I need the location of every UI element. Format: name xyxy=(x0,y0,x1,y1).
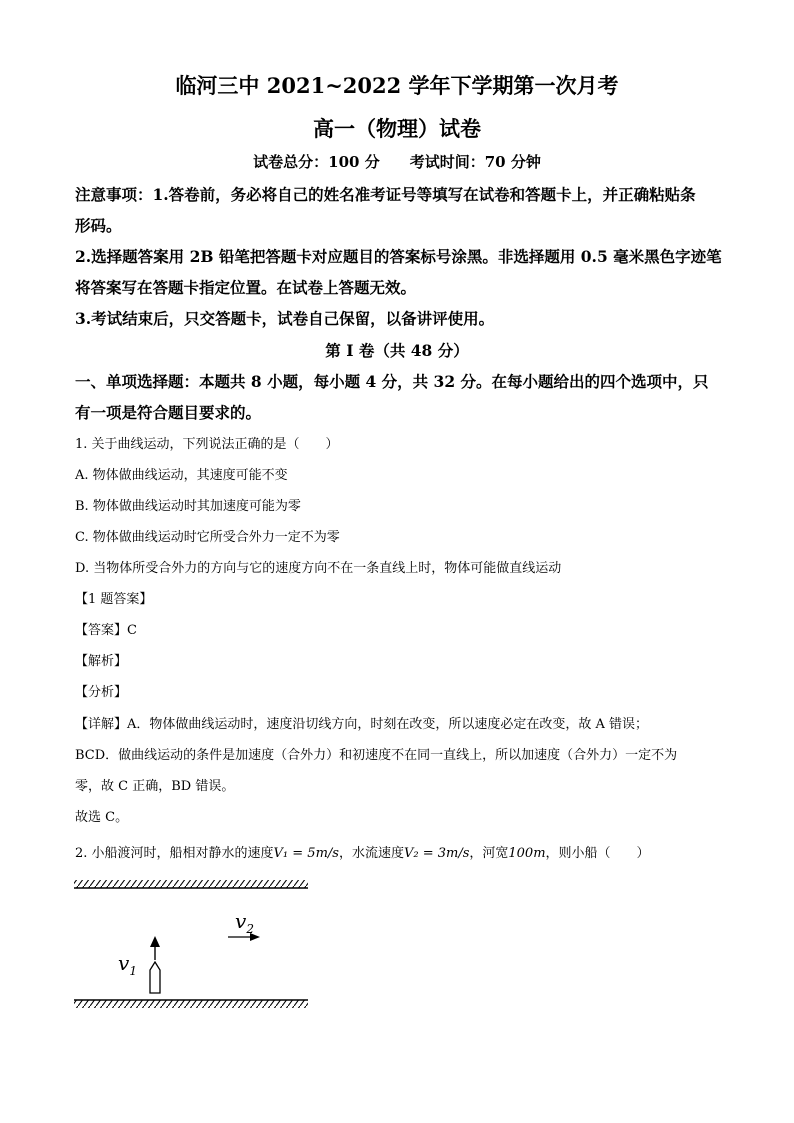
volume-heading: 第 I 卷（共 48 分） xyxy=(325,341,469,360)
notes-line-1: 注意事项：1.答卷前，务必将自己的姓名准考证号等填写在试卷和答题卡上，并正确粘贴条 xyxy=(75,185,696,204)
exam-time: 考试时间：70 分钟 xyxy=(409,153,541,171)
q2-v1-equation: V₁ = 5m/s xyxy=(273,846,339,861)
boat-icon xyxy=(150,962,160,993)
q1-option-a: A. 物体做曲线运动，其速度可能不变 xyxy=(75,468,288,483)
q1-detail-3: 零，故 C 正确，BD 错误。 xyxy=(75,779,235,794)
q1-option-c: C. 物体做曲线运动时它所受合外力一定不为零 xyxy=(75,530,340,545)
section-heading-1: 一、单项选择题：本题共 8 小题，每小题 4 分，共 32 分。在每小题给出的四个选项中，只 xyxy=(75,372,709,391)
v1-label: $v_1$ xyxy=(118,951,137,978)
q2-stem: 2. 小船渡河时，船相对静水的速度V₁ = 5m/s，水流速度V₂ = 3m/s，河宽100m，则小船（ ） xyxy=(75,846,650,861)
q2-width-equation: 100m xyxy=(508,846,546,861)
q1-detail-1: 【详解】A．物体做曲线运动时，速度沿切线方向，时刻在改变，所以速度必定在改变，故 A 错误； xyxy=(75,717,649,732)
river-diagram xyxy=(60,870,330,1020)
exam-title: 临河三中 2021~2022 学年下学期第一次月考 xyxy=(175,73,619,98)
q1-conclusion: 故选 C。 xyxy=(75,810,129,825)
v2-label: $v_2$ xyxy=(235,909,254,936)
q1-answer: 【答案】C xyxy=(75,623,137,638)
notes-line-2: 形码。 xyxy=(75,216,122,235)
q2-v2-equation: V₂ = 3m/s xyxy=(403,846,470,861)
q1-option-b: B. 物体做曲线运动时其加速度可能为零 xyxy=(75,499,301,514)
q1-option-d: D. 当物体所受合外力的方向与它的速度方向不在一条直线上时，物体可能做直线运动 xyxy=(75,561,562,576)
lower-bank xyxy=(74,1000,308,1008)
upper-bank xyxy=(74,880,308,888)
q1-answer-tag: 【1 题答案】 xyxy=(75,592,153,607)
v1-arrow xyxy=(150,936,160,960)
exam-meta xyxy=(0,151,794,172)
q1-analysis-sub: 【分析】 xyxy=(75,685,128,700)
v2-arrow xyxy=(228,933,260,941)
exam-subtitle: 高一（物理）试卷 xyxy=(313,116,481,141)
notes-line-5: 3.考试结束后，只交答题卡，试卷自己保留，以备讲评使用。 xyxy=(75,309,495,328)
q1-analysis: 【解析】 xyxy=(75,654,128,669)
total-score: 试卷总分：100 分 xyxy=(253,153,380,171)
section-heading-2: 有一项是符合题目要求的。 xyxy=(75,403,262,422)
notes-line-3: 2.选择题答案用 2B 铅笔把答题卡对应题目的答案标号涂黑。非选择题用 0.5 毫米黑色字迹笔 xyxy=(75,247,722,266)
q1-stem: 1. 关于曲线运动，下列说法正确的是（ ） xyxy=(75,437,339,452)
q1-detail-2: BCD．做曲线运动的条件是加速度（合外力）和初速度不在同一直线上，所以加速度（合外力）一定不为 xyxy=(75,748,678,763)
notes-line-4: 将答案写在答题卡指定位置。在试卷上答题无效。 xyxy=(75,278,417,297)
